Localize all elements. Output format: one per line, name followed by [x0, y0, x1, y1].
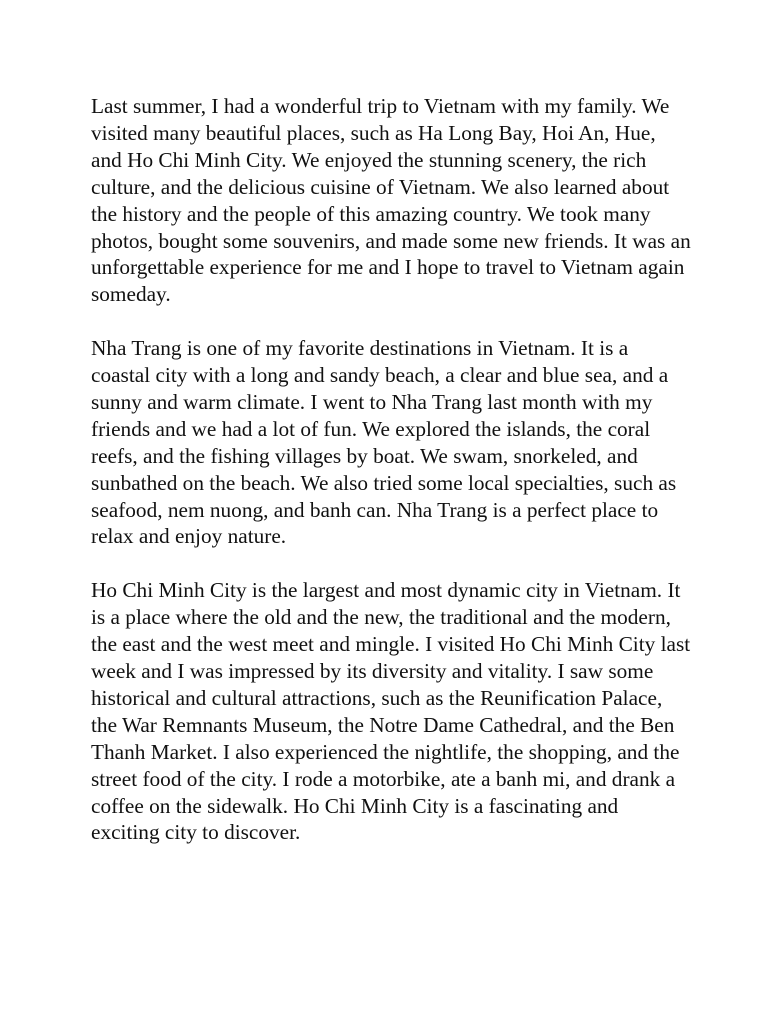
paragraph-ho-chi-minh-city: Ho Chi Minh City is the largest and most dynamic city in Vietnam. It is a place where the old and the new, the traditional and the modern, the east and the west meet and mingle. I visited Ho Chi Minh City last week and I was impressed by its diversity and vitality. I saw some historical and cultural attractions, such as the Reunification Palace, the War Remnants Museum, the Notre Dame Cathedral, and the Ben Thanh Market. I also experienced the nightlife, the shopping, and the street food of the city. I rode a motorbike, ate a banh mi, and drank a coffee on the sidewalk. Ho Chi Minh City is a fascinating and exciting city to discover.: [91, 578, 691, 845]
document-body: [91, 93, 691, 873]
paragraph-vietnam-trip: Last summer, I had a wonderful trip to Vietnam with my family. We visited many beautiful places, such as Ha Long Bay, Hoi An, Hue, and Ho Chi Minh City. We enjoyed the stunning scenery, the rich culture, and the delicious cuisine of Vietnam. We also learned about the history and the people of this amazing country. We took many photos, bought some souvenirs, and made some new friends. It was an unforgettable experience for me and I hope to travel to Vietnam again someday.: [91, 94, 691, 307]
paragraph-nha-trang: Nha Trang is one of my favorite destinations in Vietnam. It is a coastal city with a long and sandy beach, a clear and blue sea, and a sunny and warm climate. I went to Nha Trang last month with my friends and we had a lot of fun. We explored the islands, the coral reefs, and the fishing villages by boat. We swam, snorkeled, and sunbathed on the beach. We also tried some local specialties, such as seafood, nem nuong, and banh can. Nha Trang is a perfect place to relax and enjoy nature.: [91, 336, 677, 549]
